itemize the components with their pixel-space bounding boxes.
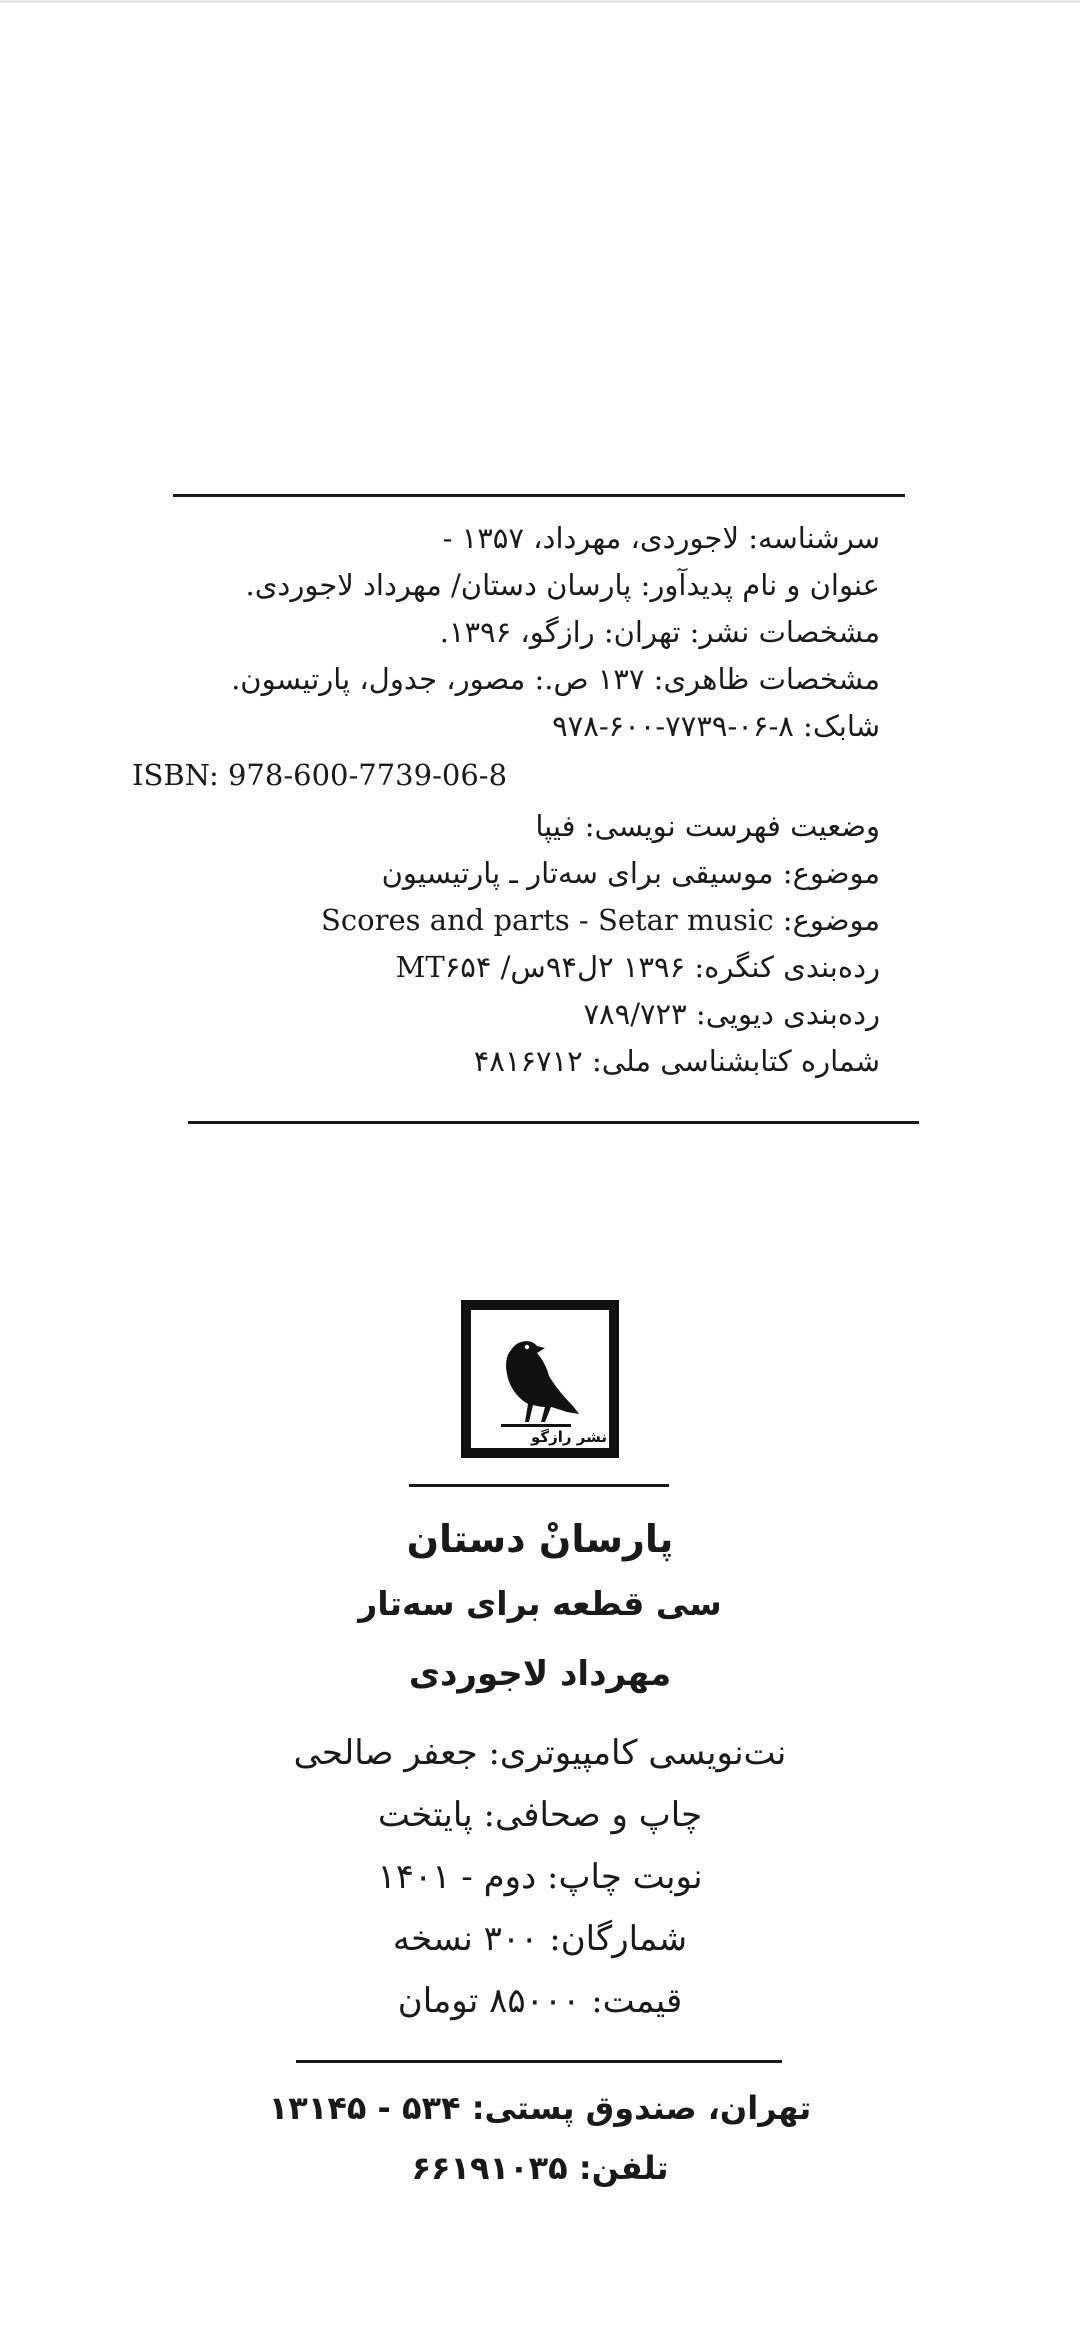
cip-cataloging-status: وضعیت فهرست نویسی: فیپا — [535, 809, 880, 843]
cip-lc-classification — [180, 944, 880, 991]
title-block — [0, 1508, 1080, 1710]
phone-number: تلفن: ۶۶۱۹۱۰۳۵ — [411, 2149, 669, 2187]
address-block — [0, 2078, 1080, 2198]
credit-price: قیمت: ۸۵۰۰۰ تومان — [397, 1981, 683, 2021]
book-author: مهرداد لاجوردی — [408, 1654, 672, 1694]
po-box: تهران، صندوق پستی: ۵۳۴ - ۱۳۱۴۵ — [268, 2089, 812, 2127]
cip-title-statement: عنوان و نام پدیدآور: پارسان دستان/ مهرداد لاجوردی. — [245, 568, 880, 602]
cip-isbn-persian: شابک: ۸-۰۶-۷۷۳۹-۶۰۰-۹۷۸ — [552, 709, 880, 743]
cip-subject-persian: موضوع: موسیقی برای سه‌تار ـ پارتیسیون — [381, 856, 880, 890]
cip-isbn-latin: ISBN: 978-600-7739-06-8 — [132, 758, 508, 792]
cip-heading: سرشناسه: لاجوردی، مهرداد، ۱۳۵۷ - — [442, 521, 880, 555]
cip-lc-label: رده‌بندی کنگره: — [694, 950, 880, 984]
cip-block — [132, 515, 880, 1085]
credit-copies: شمارگان: ۳۰۰ نسخه — [392, 1919, 688, 1959]
cip-bottom-rule — [188, 1121, 919, 1124]
address-top-rule — [296, 2060, 782, 2063]
title-top-rule — [409, 1484, 669, 1487]
book-title: پارسانْ دستان — [406, 1517, 674, 1561]
cip-subject-english-label: موضوع: — [782, 903, 880, 937]
cip-publication: مشخصات نشر: تهران: رازگو، ۱۳۹۶. — [439, 615, 880, 649]
credit-edition: نوبت چاپ: دوم - ۱۴۰۱ — [377, 1857, 703, 1897]
credit-notation: نت‌نویسی کامپیوتری: جعفر صالحی — [293, 1733, 787, 1773]
cip-dewey: رده‌بندی دیویی: ۷۸۹/۷۲۳ — [583, 997, 880, 1031]
publisher-logo — [461, 1300, 619, 1458]
top-edge-line — [0, 0, 1080, 3]
credits-block — [0, 1722, 1080, 2032]
book-subtitle: سی قطعه برای سه‌تار — [358, 1584, 722, 1623]
cip-top-rule — [173, 494, 905, 497]
cip-subject-english-value: Scores and parts - Setar music — [321, 903, 774, 937]
credit-printing: چاپ و صحافی: پایتخت — [377, 1795, 703, 1835]
publisher-logo-text: نشر رازگو — [531, 1428, 607, 1446]
cip-subject-english — [180, 897, 880, 944]
cip-lc-value: ۱۳۹۶ ۲ل۹۴س/ MT۶۵۴ — [395, 950, 686, 984]
cip-physical-description: مشخصات ظاهری: ۱۳۷ ص.: مصور، جدول، پارتیسون. — [231, 662, 880, 696]
cip-national-number: شماره کتابشناسی ملی: ۴۸۱۶۷۱۲ — [473, 1044, 880, 1078]
